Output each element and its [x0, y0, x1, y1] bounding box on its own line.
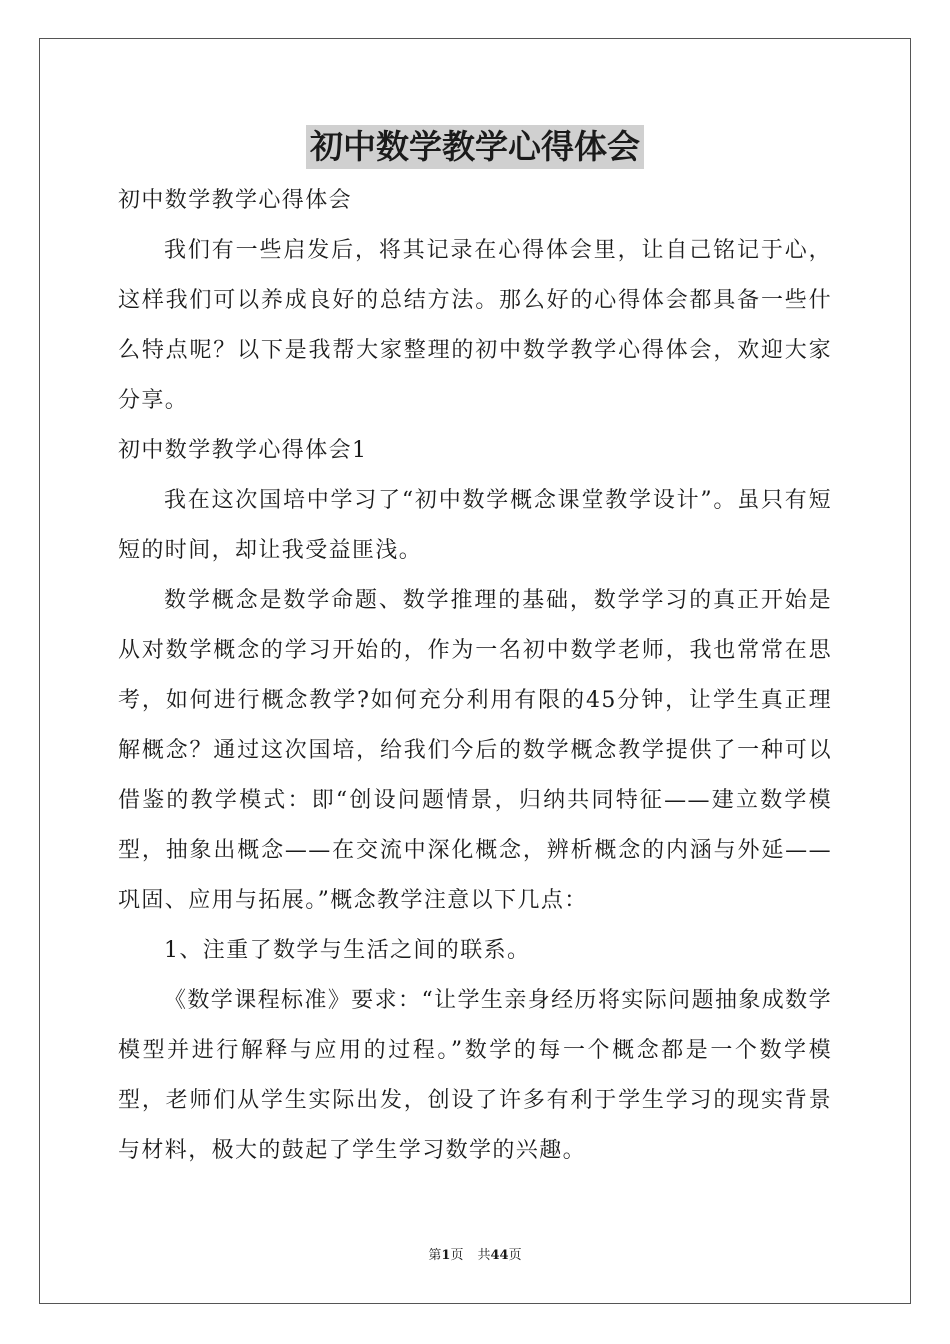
footer-total-prefix: 共 [477, 1248, 491, 1263]
document-title [0, 125, 950, 169]
document-title-text: 初中数学教学心得体会 [306, 125, 644, 169]
document-body [118, 176, 832, 1176]
section-heading: 初中数学教学心得体会1 [118, 438, 368, 463]
paragraph: 我在这次国培中学习了“初中数学概念课堂教学设计”。虽只有短短的时间，却让我受益匪浅。 [118, 488, 832, 563]
paragraph: 我们有一些启发后，将其记录在心得体会里，让自己铭记于心，这样我们可以养成良好的总结方法。那么好的心得体会都具备一些什么特点呢？以下是我帮大家整理的初中数学教学心得体会，欢迎大家分享。 [118, 238, 832, 413]
paragraph: 1、注重了数学与生活之间的联系。 [164, 938, 531, 963]
footer-page-prefix: 第 [428, 1248, 442, 1263]
footer-page-number: 1 [441, 1248, 451, 1263]
paragraph: 《数学课程标准》要求：“让学生亲身经历将实际问题抽象成数学模型并进行解释与应用的过程。”数学的每一个概念都是一个数学模型，老师们从学生实际出发，创设了许多有利于学生学习的现实背景与材料，极大的鼓起了学生学习数学的兴趣。 [118, 988, 832, 1163]
page-footer [0, 1246, 950, 1266]
footer-total-pages: 44 [490, 1248, 509, 1263]
paragraph: 数学概念是数学命题、数学推理的基础，数学学习的真正开始是从对数学概念的学习开始的，作为一名初中数学老师，我也常常在思考，如何进行概念教学?如何充分利用有限的45分钟，让学生真正理解概念？通过这次国培，给我们今后的数学概念教学提供了一种可以借鉴的教学模式：即“创设问题情景，归纳共同特征——建立数学模型，抽象出概念——在交流中深化概念，辨析概念的内涵与外延——巩固、应用与拓展。”概念教学注意以下几点： [118, 588, 832, 913]
footer-page-suffix: 页 [450, 1248, 464, 1263]
paragraph: 初中数学教学心得体会 [118, 188, 353, 213]
footer-total-suffix: 页 [508, 1248, 522, 1263]
